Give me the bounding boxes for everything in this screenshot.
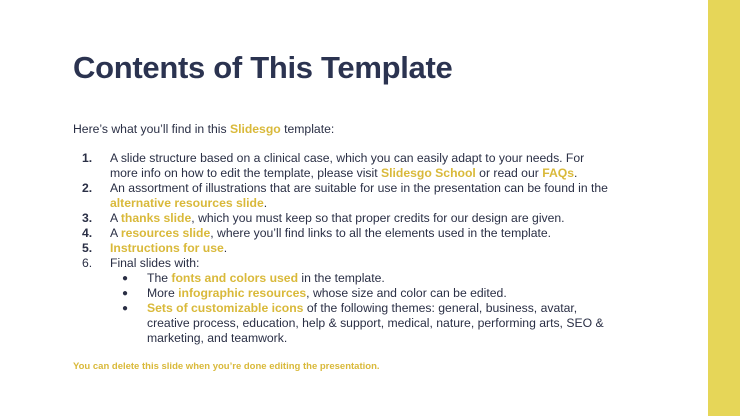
item-text: in the template. [298,271,385,285]
intro-text [73,122,334,136]
final-slides-sublist [110,271,613,346]
resources-slide-link[interactable]: resources slide [120,226,211,240]
contents-list [73,151,613,346]
item-text: More [147,286,179,300]
bullet-icon: ● [122,273,129,284]
footnote: You can delete this slide when you’re done editing the presentation. [73,361,380,372]
list-item [73,256,613,346]
item-number: 3. [82,211,93,225]
item-text: . [263,196,268,210]
item-text: . [223,241,228,255]
item-number: 4. [82,226,93,240]
item-text: An assortment of illustrations that are suitable for use in the presentation can be found in the [110,181,608,195]
faqs-link[interactable]: FAQs [542,166,575,180]
item-text: , which you must keep so that proper credits for our design are given. [191,211,565,225]
list-item [73,151,613,181]
slidesgo-link[interactable]: Slidesgo [229,122,281,136]
item-text: Final slides with: [110,256,200,270]
item-number: 2. [82,181,93,195]
list-item [73,211,613,226]
list-item [73,181,613,211]
list-item [73,241,613,256]
item-text: . [574,166,578,180]
slide-title: Contents of This Template [73,50,453,85]
infographic-resources-link[interactable]: infographic resources [178,286,307,300]
item-number: 1. [82,151,93,165]
instructions-link[interactable]: Instructions for use [110,241,224,255]
bullet-icon: ● [122,303,129,314]
bullet-icon: ● [122,288,129,299]
item-text: The [147,271,172,285]
item-text: of the following themes: general, business, avatar, creative process, education, help & support, medical, nature, performing arts, SEO & marketing, and teamwork. [147,301,604,345]
item-text: A [110,211,121,225]
item-text: , whose size and color can be edited. [306,286,507,300]
alternative-resources-link[interactable]: alternative resources slide [110,196,264,210]
sub-list-item [110,301,613,346]
sub-list-item [110,286,613,301]
item-text: A [110,226,121,240]
item-text: , where you’ll find links to all the elements used in the template. [210,226,552,240]
thanks-slide-link[interactable]: thanks slide [120,211,192,225]
slidesgo-school-link[interactable]: Slidesgo School [380,166,476,180]
item-text: or read our [475,166,543,180]
item-text: A slide structure based on a clinical case, which you can easily adapt to your needs. For more info on how to edit the template, please visit [110,151,585,180]
list-item [73,226,613,241]
sub-list-item [110,271,613,286]
fonts-colors-link[interactable]: fonts and colors used [171,271,299,285]
icons-link[interactable]: Sets of customizable icons [147,301,304,315]
intro-after: template: [280,122,335,136]
item-number: 6. [82,256,93,270]
intro-before: Here’s what you’ll find in this [73,122,230,136]
item-number: 5. [82,241,93,255]
accent-side-bar [708,0,740,416]
